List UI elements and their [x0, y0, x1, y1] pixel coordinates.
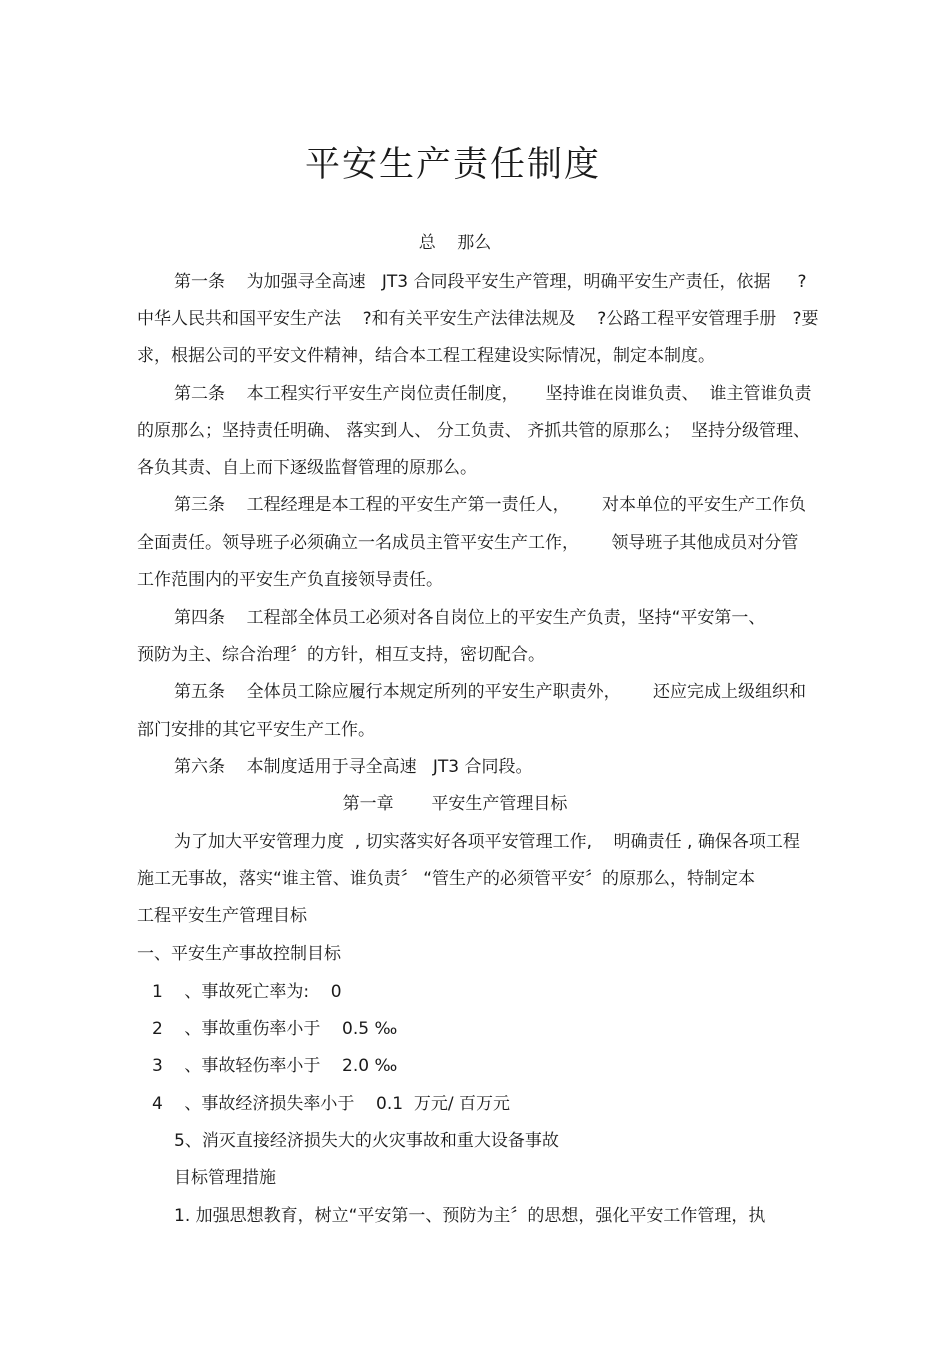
paragraph-line: 为了加大平安管理力度 , 切实落实好各项平安管理工作, 明确责任 , 确保各项工程	[174, 832, 800, 852]
list-item: 3 、事故轻伤率小于 2.0 ‰	[152, 1056, 398, 1076]
paragraph-line: 第四条 工程部全体员工必须对各自岗位上的平安生产负责，坚持“平安第一、	[174, 608, 766, 628]
paragraph-line: 第三条 工程经理是本工程的平安生产第一责任人， 对本单位的平安生产工作负	[174, 495, 807, 515]
paragraph-line: 全面责任。领导班子必须确立一名成员主管平安生产工作， 领导班子其他成员对分管	[137, 533, 799, 553]
list-item: 1 、事故死亡率为: 0	[152, 982, 342, 1002]
subsection-heading: 一、平安生产事故控制目标	[137, 944, 341, 964]
paragraph-line: 施工无事故，落实“谁主管、谁负责〞 “管生产的必须管平安〞的原那么，特制定本	[137, 869, 756, 889]
paragraph-line: 的原那么；坚持责任明确、 落实到人、 分工负责、 齐抓共管的原那么； 坚持分级管理、	[137, 421, 811, 441]
paragraph-line: 中华人民共和国平安生产法 ?和有关平安生产法律法规及 ?公路工程平安管理手册 ?要	[137, 309, 819, 329]
subsection-heading: 目标管理措施	[174, 1168, 276, 1188]
document-title: 平安生产责任制度	[304, 145, 601, 185]
paragraph-line: 工作范围内的平安生产负直接领导责任。	[137, 570, 443, 590]
list-item: 5、消灭直接经济损失大的火灾事故和重大设备事故	[174, 1131, 559, 1151]
list-item: 4 、事故经济损失率小于 0.1 万元/ 百万元	[152, 1094, 511, 1114]
paragraph-line: 第六条 本制度适用于寻全高速 JT3 合同段。	[174, 757, 533, 777]
paragraph-line: 工程平安生产管理目标	[137, 906, 307, 926]
chapter-heading: 第一章 平安生产管理目标	[342, 794, 568, 814]
paragraph-line: 1. 加强思想教育，树立“平安第一、预防为主〞的思想，强化平安工作管理，执	[174, 1206, 766, 1226]
paragraph-line: 预防为主、综合治理〞的方针，相互支持，密切配合。	[137, 645, 545, 665]
paragraph-line: 各负其责、自上而下逐级监督管理的原那么。	[137, 458, 477, 478]
section-heading-general: 总 那么	[418, 233, 492, 253]
paragraph-line: 第五条 全体员工除应履行本规定所列的平安生产职责外， 还应完成上级组织和	[174, 682, 807, 702]
list-item: 2 、事故重伤率小于 0.5 ‰	[152, 1019, 398, 1039]
paragraph-line: 部门安排的其它平安生产工作。	[137, 720, 375, 740]
paragraph-line: 第二条 本工程实行平安生产岗位责任制度， 坚持谁在岗谁负责、 谁主管谁负责	[174, 384, 812, 404]
paragraph-line: 求，根据公司的平安文件精神，结合本工程工程建设实际情况，制定本制度。	[137, 346, 715, 366]
paragraph-line: 第一条 为加强寻全高速 JT3 合同段平安生产管理，明确平安生产责任，依据 ?	[174, 272, 807, 292]
